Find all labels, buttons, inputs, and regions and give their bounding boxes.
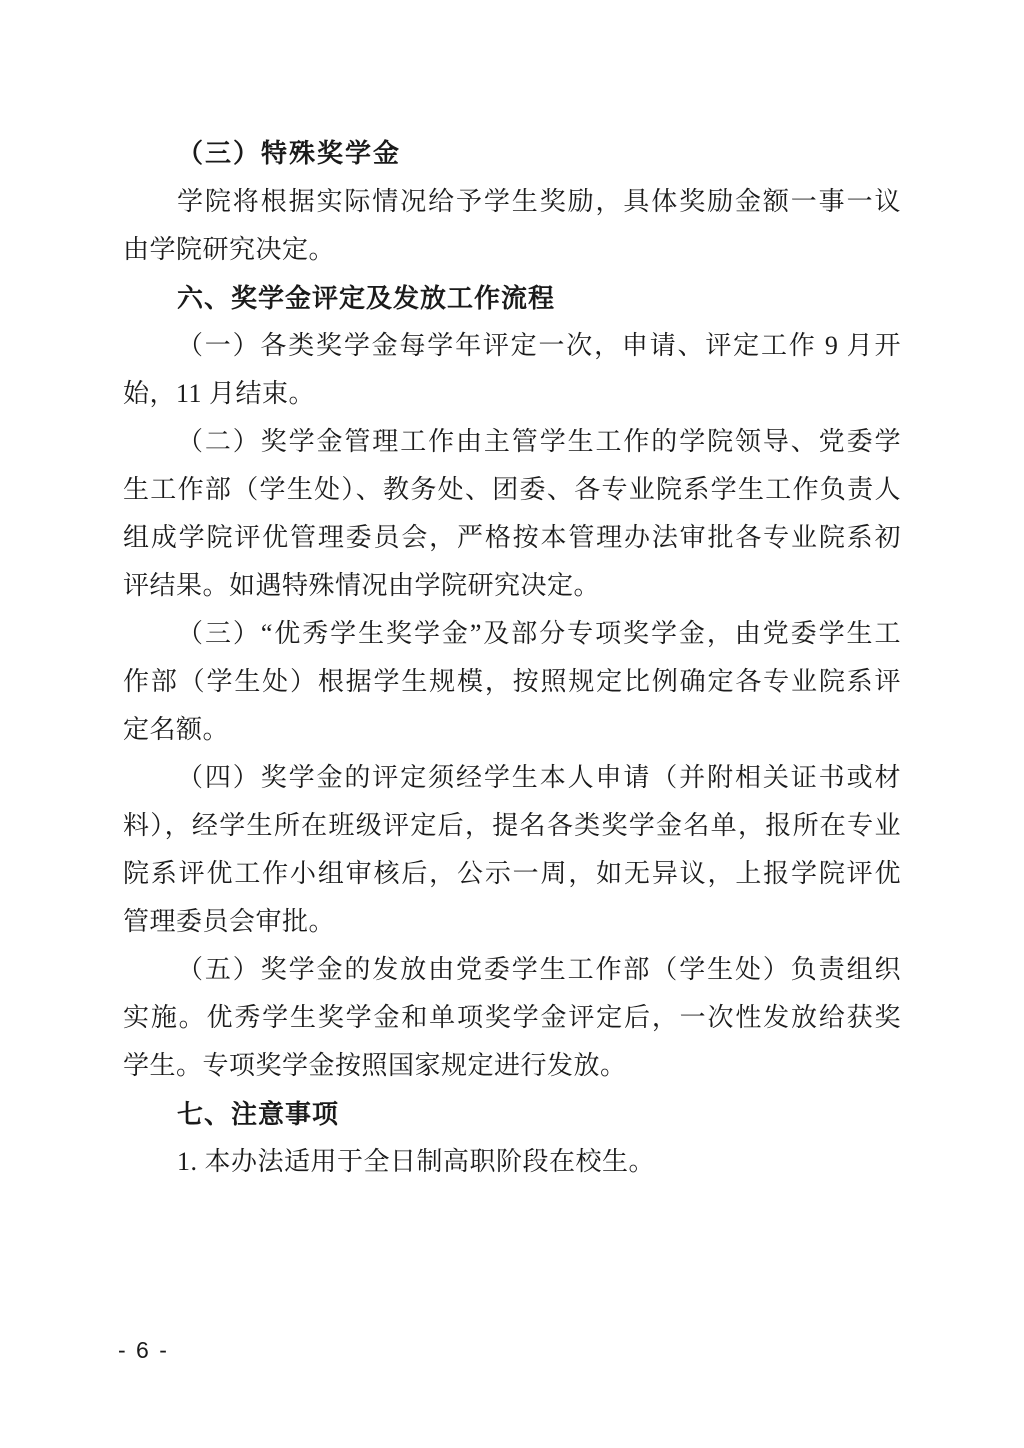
heading-section-seven: 七、注意事项 [177, 1099, 340, 1129]
body-text-line: 始，11 月结束。 [123, 379, 316, 408]
body-text-line: 评结果。如遇特殊情况由学院研究决定。 [123, 571, 601, 600]
body-text-line: （二）奖学金管理工作由主管学生工作的学院领导、党委学 [177, 427, 901, 456]
body-text-line: （一）各类奖学金每学年评定一次，申请、评定工作 9 月开 [177, 331, 901, 360]
body-text-line: （三）“优秀学生奖学金”及部分专项奖学金，由党委学生工 [177, 619, 901, 648]
body-text-line: 生工作部（学生处）、教务处、团委、各专业院系学生工作负责人 [123, 475, 901, 504]
body-text-line: 由学院研究决定。 [123, 235, 336, 264]
body-text-line: 1. 本办法适用于全日制高职阶段在校生。 [177, 1147, 656, 1176]
page-number: - 6 - [118, 1337, 169, 1363]
heading-section-six: 六、奖学金评定及发放工作流程 [177, 283, 556, 313]
subheading-special-scholarship: （三）特殊奖学金 [177, 139, 402, 168]
body-text-line: 组成学院评优管理委员会，严格按本管理办法审批各专业院系初 [123, 523, 901, 552]
body-text-line: 定名额。 [123, 715, 230, 744]
document-body [123, 130, 901, 1186]
body-text-line: 管理委员会审批。 [123, 907, 336, 936]
body-text-line: 院系评优工作小组审核后，公示一周，如无异议，上报学院评优 [123, 859, 901, 888]
body-text-line: 实施。优秀学生奖学金和单项奖学金评定后，一次性发放给获奖 [123, 1003, 901, 1032]
body-text-line: 料），经学生所在班级评定后，提名各类奖学金名单，报所在专业 [123, 811, 901, 840]
body-text-line: （五）奖学金的发放由党委学生工作部（学生处）负责组织 [177, 955, 901, 984]
body-text-line: 学院将根据实际情况给予学生奖励，具体奖励金额一事一议 [177, 187, 901, 216]
body-text-line: （四）奖学金的评定须经学生本人申请（并附相关证书或材 [177, 763, 901, 792]
body-text-line: 作部（学生处）根据学生规模，按照规定比例确定各专业院系评 [123, 667, 901, 696]
body-text-line: 学生。专项奖学金按照国家规定进行发放。 [123, 1051, 627, 1080]
